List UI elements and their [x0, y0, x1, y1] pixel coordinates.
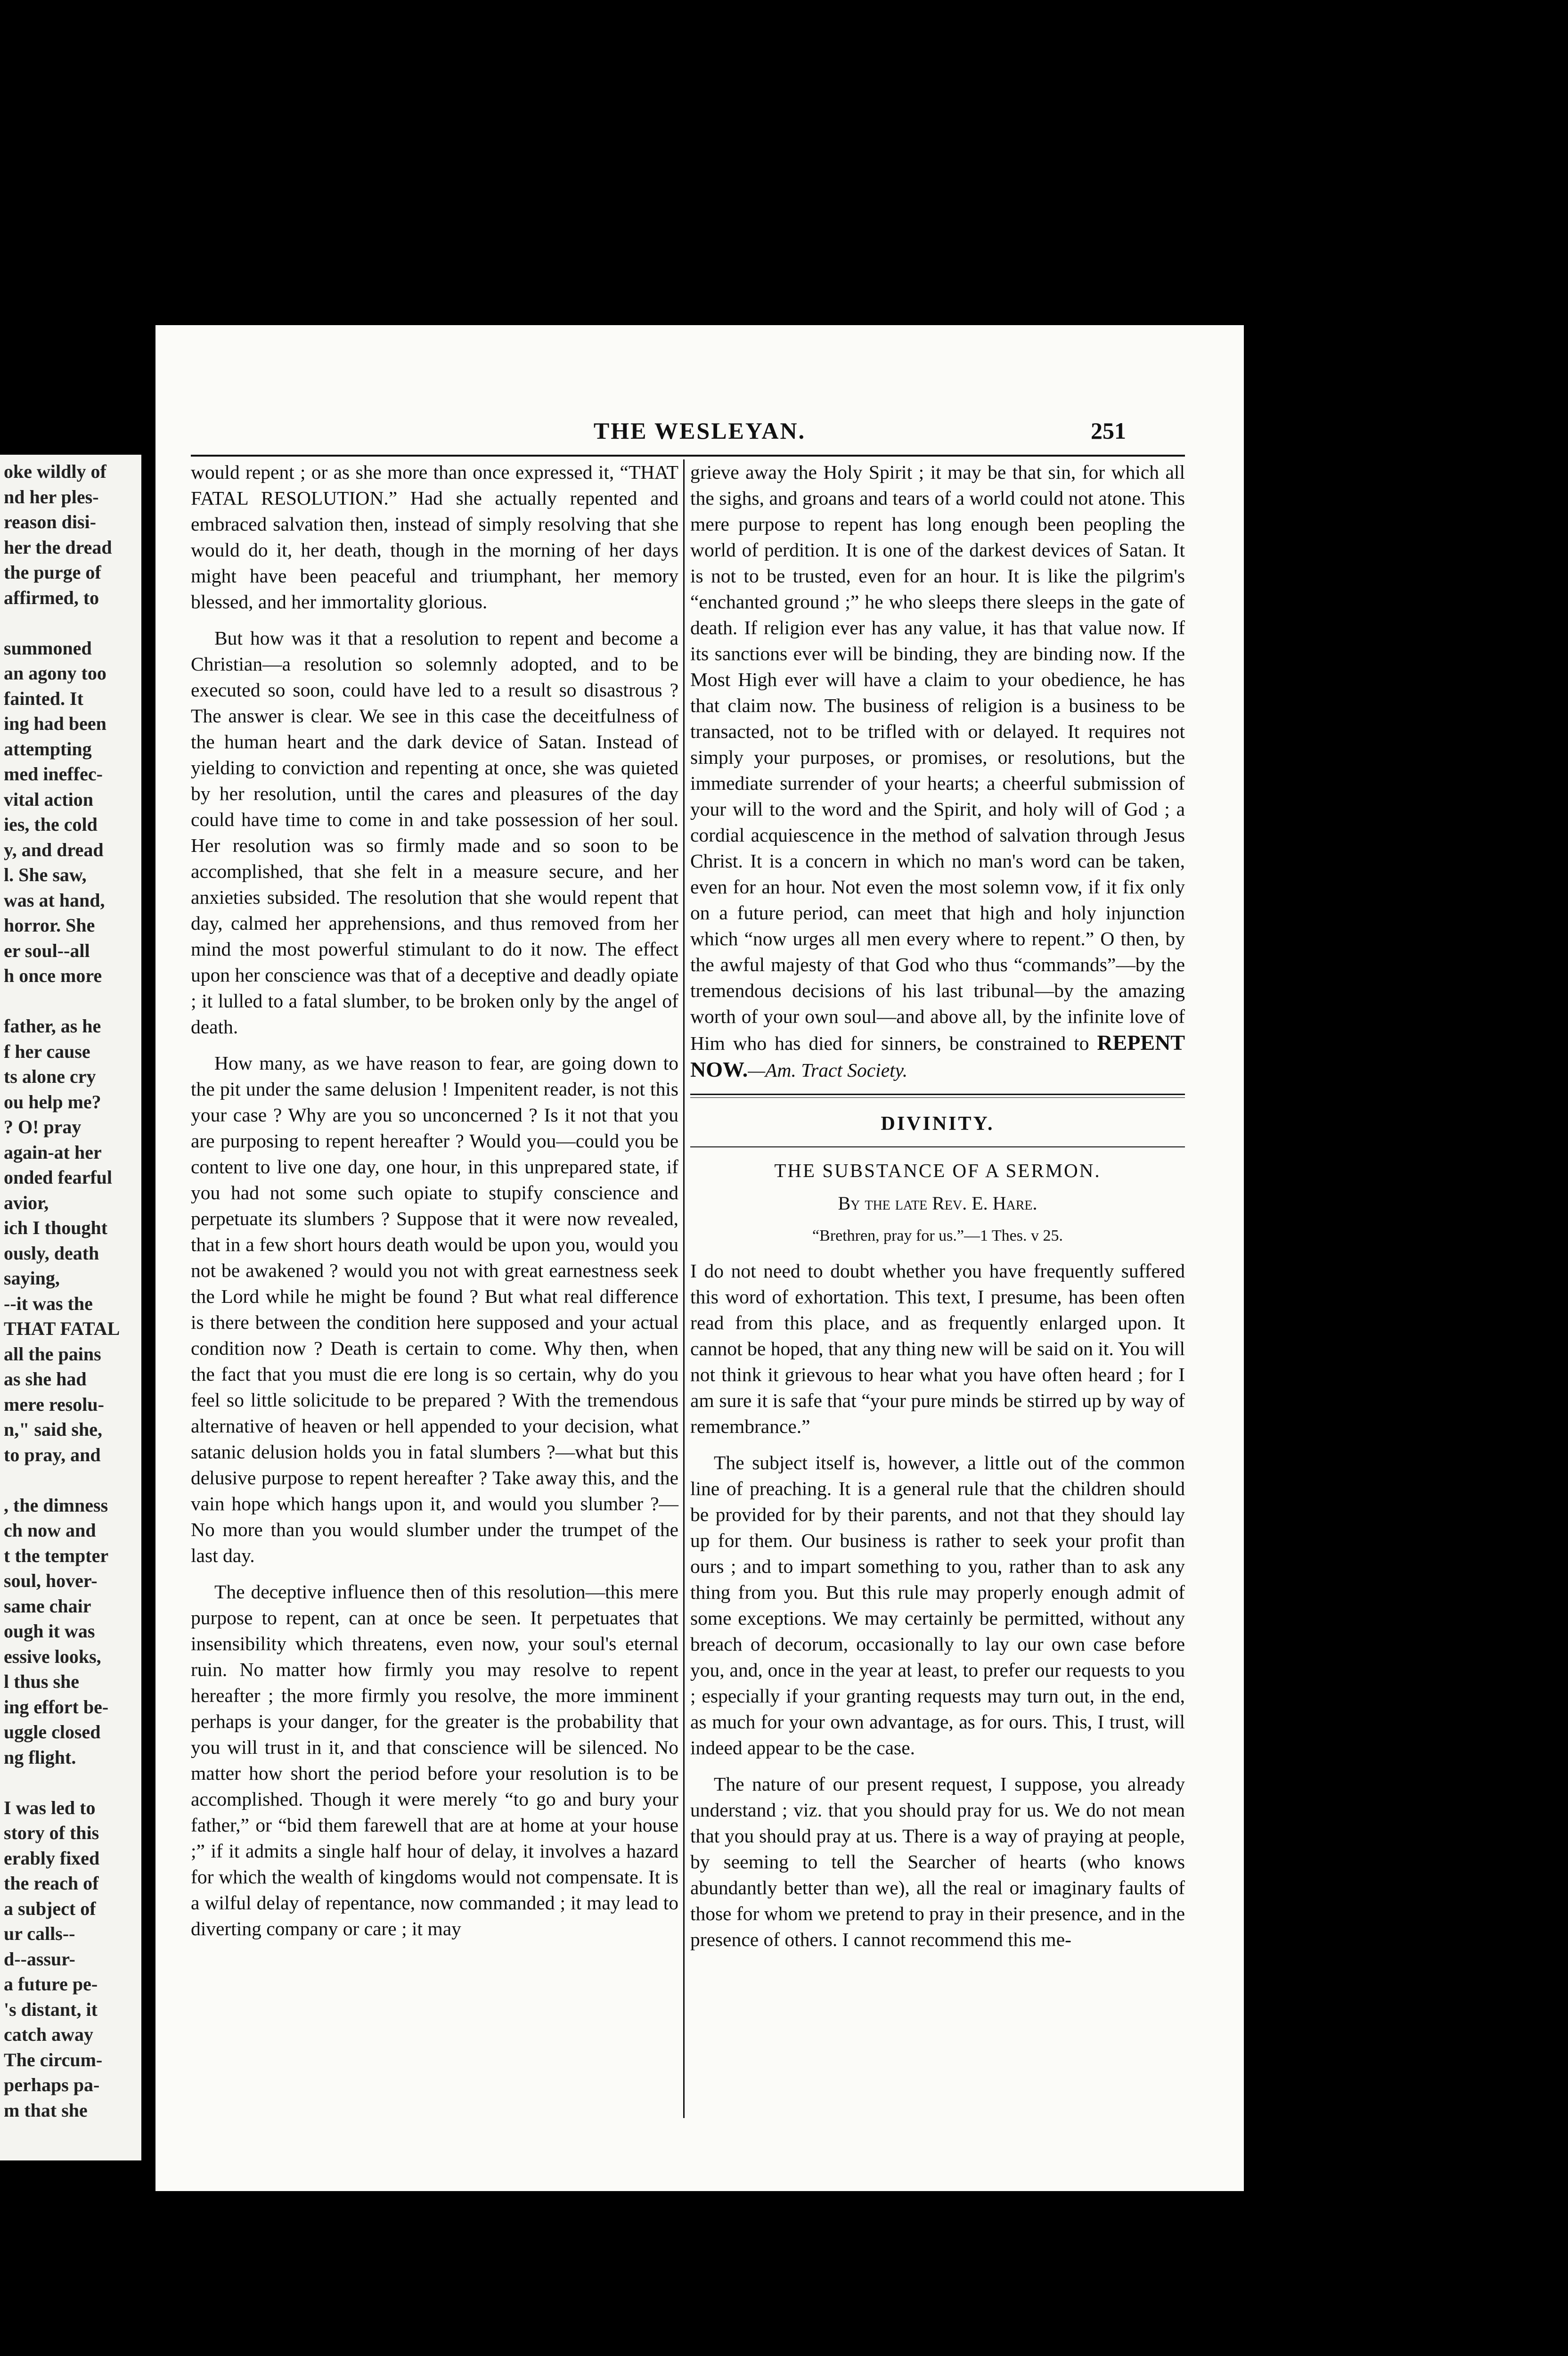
- fragment-line: mere resolu-: [4, 1393, 104, 1415]
- fragment-line: ch now and: [4, 1520, 96, 1541]
- fragment-line: ng flight.: [4, 1746, 76, 1768]
- fragment-line: essive looks,: [4, 1645, 101, 1667]
- fragment-line: nd her ples-: [4, 486, 99, 507]
- column-rule: [683, 459, 685, 2118]
- article-credit: —Am. Tract Society.: [748, 1059, 908, 1081]
- fragment-line: a future pe-: [4, 1973, 98, 1995]
- fragment-line: ough it was: [4, 1620, 95, 1642]
- fragment-line: ies, the cold: [4, 814, 98, 835]
- fragment-line: a subject of: [4, 1898, 96, 1919]
- fragment-line: n," said she,: [4, 1419, 102, 1440]
- paragraph: The subject itself is, however, a little out of the common line of preaching. It is a general rule that the children should be provided for by their parents, and not that they should lay up for them. Our business is rather to seek your profit than ours ; and to impart something to you, rather than to ask any thing from you. But this rule may properly enough admit of some exceptions. We may certainly be permitted, without any breach of decorum, occasionally to lay our own case before you, and, once in the year at least, to prefer our requests to you ; especially if your granting requests may turn out, in the end, as much for your own advantage, as for ours. This, I trust, will indeed appear to be the case.: [690, 1452, 1185, 1759]
- header-rule: [191, 455, 1185, 457]
- right-column: [690, 459, 1185, 1963]
- section-heading: DIVINITY.: [881, 1113, 995, 1135]
- fragment-line: catch away: [4, 2024, 93, 2045]
- fragment-line: story of this: [4, 1822, 99, 1843]
- fragment-line: I was led to: [4, 1797, 96, 1818]
- fragment-line: attempting: [4, 738, 92, 760]
- fragment-line: 's distant, it: [4, 1998, 98, 2020]
- fragment-line: saying,: [4, 1268, 60, 1289]
- fragment-line: y, and dread: [4, 839, 104, 860]
- fragment-line: ts alone cry: [4, 1066, 96, 1087]
- paragraph: [690, 459, 1185, 1083]
- fragment-line: m that she: [4, 2099, 88, 2121]
- continuation-text: grieve away the Holy Spirit ; it may be that sin, for which all the sighs, and groans and tears of a world could not atone. This mere purpose to repent has long enough been peopling the world of perdition. It is one of the darkest devices of Satan. It is not to be trusted, even for an hour. It is like the pilgrim's “enchanted ground ;” he who sleeps there sleeps in the gate of death. If religion ever has any value, it has that value now. If its sanctions ever will be binding, they are binding now. If the Most High ever will have a claim to your obedience, he has that claim now. The business of religion is a business to be transacted, not to be trifled with or delayed. It requires not simply your purposes, or promises, or resolutions, but the immediate surrender of your hearts; a cheerful submission of your will to the word and the Spirit, and holy will of God ; a cordial acquiescence in the method of salvation through Jesus Christ. It is a concern in which no man's word can be taken, even for an hour. Not even the most solemn vow, if it fix only on a future period, can meet that high and holy injunction which “now urges all men every where to repent.” O then, by the awful majesty of that God who thus “commands”—by the tremendous decisions of his last tribunal—by the amazing worth of your own soul—and above all, by the infinite love of Him who has died for sinners, be constrained to: [690, 461, 1185, 1054]
- fragment-line: ing effort be-: [4, 1696, 109, 1718]
- fragment-line: the reach of: [4, 1873, 99, 1894]
- paragraph: But how was it that a resolution to repent and become a Christian—a resolution so solemnly adopted, and to be executed so soon, could have led to a result so disastrous ? The answer is clear. We see in this case the deceitfulness of the human heart and the dark device of Satan. Instead of yielding to conviction and repenting at once, she was quieted by her resolution, until the cares and pleasures of the day could have time to come in and take possession of her soul. Her resolution was so firmly made and so soon to be accomplished, that she felt in a measure secure, and her anxieties subsided. The resolution that she would repent that day, calmed her apprehensions, and thus removed from her mind the most powerful stimulant to do it now. The effect upon her conscience was that of a deceptive and deadly opiate ; it lulled to a fatal slumber, to be broken only by the angel of death.: [191, 627, 678, 1038]
- fragment-line: d--assur-: [4, 1948, 75, 1970]
- fragment-line: the purge of: [4, 562, 101, 583]
- fragment-line: ur calls--: [4, 1923, 75, 1944]
- fragment-line: was at hand,: [4, 889, 105, 911]
- fragment-line: t the tempter: [4, 1545, 109, 1566]
- epigraph: “Brethren, pray for us.”—1 Thes. v 25.: [812, 1227, 1063, 1244]
- fragment-line: as she had: [4, 1368, 87, 1390]
- page: [155, 325, 1244, 2191]
- facing-page-fragment: [0, 455, 141, 2160]
- fragment-line: summoned: [4, 637, 92, 659]
- fragment-line: ich I thought: [4, 1217, 108, 1238]
- fragment-line: l thus she: [4, 1671, 80, 1692]
- fragment-line: fainted. It: [4, 687, 83, 709]
- left-column: [191, 459, 678, 1952]
- fragment-line: ously, death: [4, 1242, 99, 1264]
- paragraph: The nature of our present request, I suppose, you already understand ; viz. that you should pray for us. We do not mean that you should pray at us. There is a way of praying at people, by seeming to tell the Searcher of hearts (who knows abundantly better than we), all the real or imaginary faults of those for whom we pretend to pray in their presence, and in the presence of others. I cannot recommend this me-: [690, 1773, 1185, 1950]
- running-title: THE WESLEYAN.: [593, 417, 806, 444]
- fragment-line: uggle closed: [4, 1721, 101, 1742]
- heading-rule: [690, 1146, 1185, 1147]
- fragment-line: THAT FATAL: [4, 1318, 120, 1339]
- fragment-line: reason disi-: [4, 511, 96, 532]
- fragment-line: --it was the: [4, 1293, 93, 1314]
- fragment-line: father, as he: [4, 1015, 101, 1037]
- paragraph: I do not need to doubt whether you have frequently suffered this word of exhortation. This text, I presume, has been often read from this place, and as frequently enlarged upon. It cannot be hoped, that any thing new will be said on it. You will not think it grievous to hear what you have often heard ; for I am sure it is safe that “your pure minds be stirred up by way of remembrance.”: [690, 1260, 1185, 1437]
- paragraph: would repent ; or as she more than once expressed it, “THAT FATAL RESOLUTION.” Had she actually repented and embraced salvation then, instead of simply resolving that she would do it, her death, though in the morning of her days might have been peaceful and triumphant, her memory blessed, and her immortality glorious.: [191, 461, 678, 613]
- page-header: [155, 417, 1244, 450]
- fragment-line: avior,: [4, 1192, 49, 1213]
- fragment-line: l. She saw,: [4, 864, 87, 885]
- fragment-line: onded fearful: [4, 1167, 112, 1188]
- byline: By the late Rev. E. Hare.: [838, 1193, 1037, 1214]
- fragment-line: again-at her: [4, 1141, 102, 1163]
- fragment-line: erably fixed: [4, 1847, 100, 1869]
- fragment-line: The circum-: [4, 2049, 103, 2070]
- fragment-line: affirmed, to: [4, 587, 99, 608]
- fragment-line: an agony too: [4, 663, 106, 684]
- fragment-line: f her cause: [4, 1040, 90, 1062]
- fragment-line: perhaps pa-: [4, 2074, 100, 2095]
- paragraph: How many, as we have reason to fear, are going down to the pit under the same delusion ! Impenitent reader, is not this your case ? Why are you so unconcerned ? Is it not that you are purposing to repent hereafter ? Would you—could you be content to live one day, one hour, in this unprepared state, if you had not some such opiate to stupify conscience and perpetuate its slumbers ? Suppose that it were now revealed, that in a few short hours death would be upon you, would you not be awakened ? would you not with great earnestness seek the Lord while he might be found ? But what real difference is there between the condition here supposed and your actual condition now ? Death is certain to come. Why then, when the fact that you must die ere long is so certain, why do you feel so little solicitude to be prepared ? With the tremendous alternative of heaven or hell appended to your decision, what satanic delusion holds you in fatal slumbers ?—what but this delusive purpose to repent hereafter ? Take away this, and the vain hope which hangs upon it, and would you slumber ?—No more than you would slumber under the trumpet of the last day.: [191, 1052, 678, 1566]
- fragment-line: vital action: [4, 788, 93, 810]
- fragment-line: er soul--all: [4, 940, 90, 961]
- fragment-line: h once more: [4, 965, 102, 986]
- paragraph: The deceptive influence then of this resolution—this mere purpose to repent, can at once be seen. It perpetuates that insensibility which threatens, even now, your soul's eternal ruin. No matter how firmly you may resolve to repent hereafter ; the more firmly you resolve, the more imminent perhaps is your danger, for the greater is the probability that you will trust in it, and that conscience will be silenced. No matter how short the period before your resolution is to be accomplished. Though it were merely “to go and bury your father,” or “bid them farewell that are at home at your house ;” if it admits a single half hour of delay, it involves a hazard for which the wealth of kingdoms would not compensate. It is a wilful delay of repentance, now commanded ; it may lead to diverting company or care ; it may: [191, 1581, 678, 1939]
- fragment-line: ? O! pray: [4, 1116, 82, 1137]
- fragment-line: ing had been: [4, 713, 106, 734]
- fragment-line: , the dimness: [4, 1494, 108, 1516]
- page-number: 251: [1091, 417, 1126, 444]
- fragment-line: same chair: [4, 1595, 91, 1617]
- fragment-line: her the dread: [4, 536, 112, 558]
- fragment-line: all the pains: [4, 1343, 101, 1365]
- fragment-line: oke wildly of: [4, 461, 106, 482]
- book-spine: [141, 358, 155, 2186]
- closing-emphasis: REPENT NOW.: [690, 1031, 1185, 1081]
- fragment-line: ou help me?: [4, 1091, 101, 1113]
- section-divider: [690, 1094, 1185, 1098]
- fragment-line: med ineffec-: [4, 763, 103, 785]
- sermon-title: THE SUBSTANCE OF A SERMON.: [774, 1160, 1101, 1181]
- fragment-line: soul, hover-: [4, 1570, 98, 1591]
- fragment-line: to pray, and: [4, 1444, 101, 1465]
- fragment-line: horror. She: [4, 915, 95, 936]
